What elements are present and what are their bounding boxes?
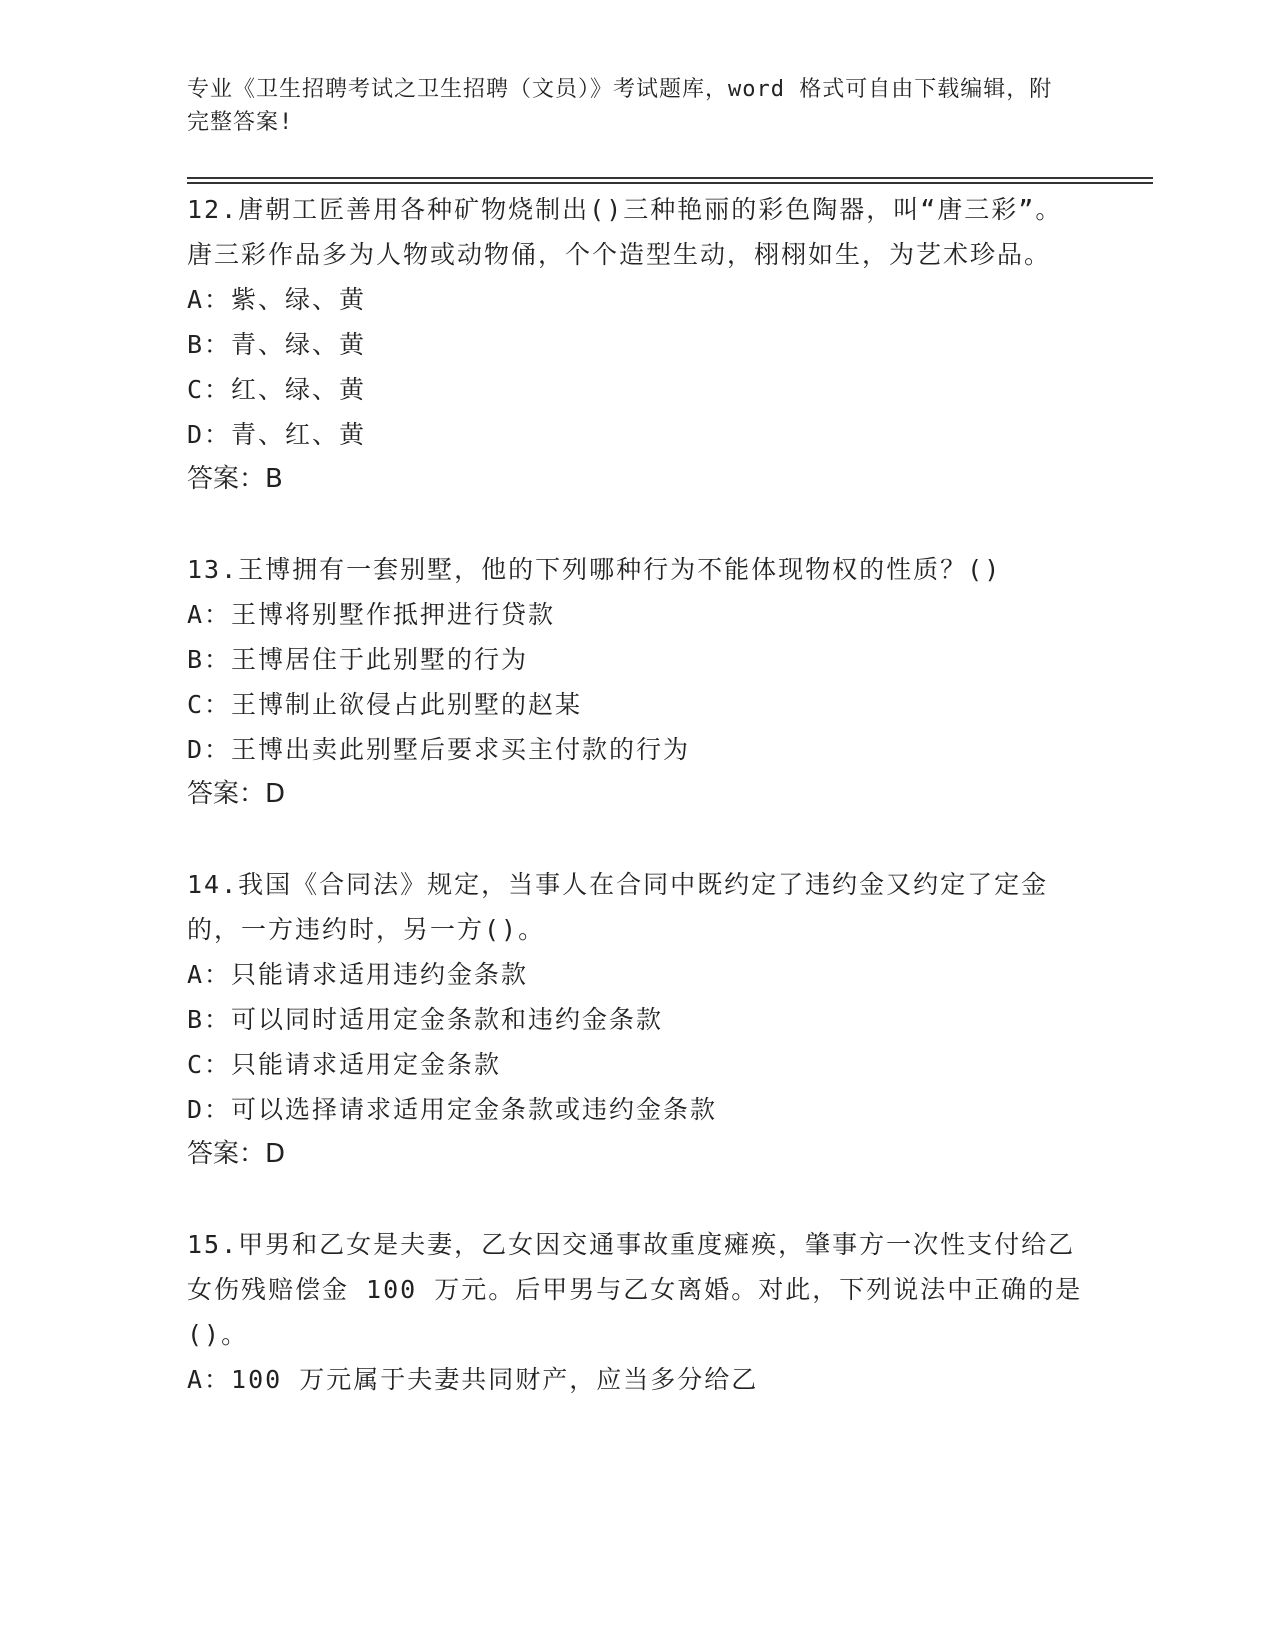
question-text: 12.唐朝工匠善用各种矿物烧制出()三种艳丽的彩色陶器，叫“唐三彩”。唐三彩作品多为人物或动物俑，个个造型生动，栩栩如生，为艺术珍品。 <box>187 195 1063 269</box>
header-divider-top <box>187 177 1153 179</box>
document-header: 专业《卫生招聘考试之卫生招聘（文员）》考试题库，word 格式可自由下载编辑，附完整答案! <box>187 77 1053 135</box>
answer-line: 答案：D <box>187 1139 286 1169</box>
question-text: 13.王博拥有一套别墅，他的下列哪种行为不能体现物权的性质？() <box>187 555 1002 584</box>
option-d: D：青、红、黄 <box>187 420 367 449</box>
option-c: C：王博制止欲侵占此别墅的赵某 <box>187 690 583 719</box>
option-b: B：王博居住于此别墅的行为 <box>187 645 529 674</box>
option-a: A：紫、绿、黄 <box>187 285 367 314</box>
option-a: A：王博将别墅作抵押进行贷款 <box>187 600 556 629</box>
option-b: B：青、绿、黄 <box>187 330 367 359</box>
question-spacer <box>187 817 1087 862</box>
question-15 <box>187 1222 1087 1402</box>
option-b: B：可以同时适用定金条款和违约金条款 <box>187 1005 664 1034</box>
answer-line: 答案：B <box>187 464 283 494</box>
question-spacer <box>187 1177 1087 1222</box>
question-text: 14.我国《合同法》规定，当事人在合同中既约定了违约金又约定了定金的，一方违约时，另一方()。 <box>187 870 1049 944</box>
option-d: D：王博出卖此别墅后要求买主付款的行为 <box>187 735 691 764</box>
option-c: C：红、绿、黄 <box>187 375 367 404</box>
option-d: D：可以选择请求适用定金条款或违约金条款 <box>187 1095 718 1124</box>
option-c: C：只能请求适用定金条款 <box>187 1050 502 1079</box>
option-a: A：100 万元属于夫妻共同财产，应当多分给乙 <box>187 1365 759 1394</box>
question-list <box>187 187 1087 1402</box>
answer-line: 答案：D <box>187 779 286 809</box>
question-12 <box>187 187 1087 502</box>
question-14 <box>187 862 1087 1177</box>
question-spacer <box>187 502 1087 547</box>
question-13 <box>187 547 1087 817</box>
option-a: A：只能请求适用违约金条款 <box>187 960 529 989</box>
header-divider-bottom <box>187 182 1153 184</box>
question-text: 15.甲男和乙女是夫妻，乙女因交通事故重度瘫痪，肇事方一次性支付给乙女伤残赔偿金 100 万元。后甲男与乙女离婚。对此，下列说法中正确的是()。 <box>187 1230 1083 1349</box>
